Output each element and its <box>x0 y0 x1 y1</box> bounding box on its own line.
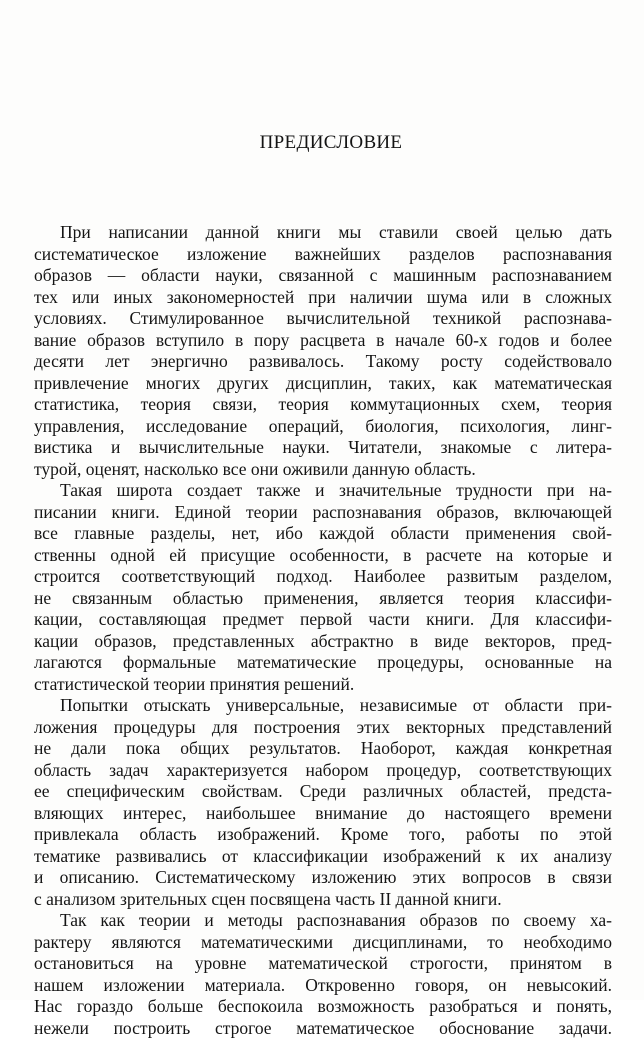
text-line: турой, оценят, насколько все они оживили данную область. <box>34 459 612 481</box>
paragraph-1 <box>34 222 612 480</box>
text-line: ложения процедуры для построения этих векторных представлений <box>34 717 612 739</box>
text-line: Нас гораздо больше беспокоила возможность разобраться и понять, <box>34 996 612 1018</box>
text-line: не связанным областью применения, является теория классифи- <box>34 588 612 610</box>
text-line: Такая широта создает также и значительные трудности при на- <box>34 480 612 502</box>
text-line: рактеру являются математическими дисциплинами, то необходимо <box>34 932 612 954</box>
text-line: образов — области науки, связанной с машинным распознаванием <box>34 265 612 287</box>
text-line: управления, исследование операций, биология, психология, линг- <box>34 416 612 438</box>
text-line: тематике развивались от классификации изображений к их анализу <box>34 846 612 868</box>
text-line: не дали пока общих результатов. Наоборот, каждая конкретная <box>34 738 612 760</box>
text-line: и описанию. Систематическому изложению этих вопросов в связи <box>34 867 612 889</box>
text-line: вание образов вступило в пору расцвета в начале 60-х годов и более <box>34 330 612 352</box>
text-line: писании книги. Единой теории распознавания образов, включающей <box>34 502 612 524</box>
text-line: ственны одной ей присущие особенности, в расчете на которые и <box>34 545 612 567</box>
text-line: остановиться на уровне математической строгости, принятом в <box>34 953 612 975</box>
text-line: кации образов, представленных абстрактно в виде векторов, пред- <box>34 631 612 653</box>
text-line: область задач характеризуется набором процедур, соответствующих <box>34 760 612 782</box>
text-line: вляющих интерес, наибольшее внимание до настоящего времени <box>34 803 612 825</box>
text-line: статистической теории принятия решений. <box>34 674 612 696</box>
text-line: систематическое изложение важнейших разделов распознавания <box>34 244 612 266</box>
text-line: кации, составляющая предмет первой части книги. Для классифи- <box>34 609 612 631</box>
text-line: статистика, теория связи, теория коммутационных схем, теория <box>34 394 612 416</box>
text-line: вистика и вычислительные науки. Читатели, знакомые с литера- <box>34 437 612 459</box>
text-line: все главные разделы, нет, ибо каждой области применения свой- <box>34 523 612 545</box>
paragraph-4 <box>34 910 612 1039</box>
text-line: Попытки отыскать универсальные, независимые от области при- <box>34 695 612 717</box>
text-line: При написании данной книги мы ставили своей целью дать <box>34 222 612 244</box>
text-line: привлечение многих других дисциплин, таких, как математическая <box>34 373 612 395</box>
text-line: ее специфическим свойствам. Среди различных областей, предста- <box>34 781 612 803</box>
paragraph-3 <box>34 695 612 910</box>
text-line: строится соответствующий подход. Наиболее развитым разделом, <box>34 566 612 588</box>
text-line: тех или иных закономерностей при наличии шума или в сложных <box>34 287 612 309</box>
text-line: условиях. Стимулированное вычислительной техникой распознава- <box>34 308 612 330</box>
page-title: ПРЕДИСЛОВИЕ <box>0 131 644 155</box>
text-line: нашем изложении материала. Откровенно говоря, он невысокий. <box>34 975 612 997</box>
text-line: лагаются формальные математические процедуры, основанные на <box>34 652 612 674</box>
text-line: десяти лет энергично развивалось. Такому росту содействовало <box>34 351 612 373</box>
text-line: Так как теории и методы распознавания образов по своему ха- <box>34 910 612 932</box>
text-line: нежели построить строгое математическое обоснование задачи. <box>34 1018 612 1039</box>
text-line: привлекала область изображений. Кроме того, работы по этой <box>34 824 612 846</box>
paragraph-2 <box>34 480 612 695</box>
text-line: с анализом зрительных сцен посвящена часть II данной книги. <box>34 889 612 911</box>
preface-body <box>34 222 612 1039</box>
